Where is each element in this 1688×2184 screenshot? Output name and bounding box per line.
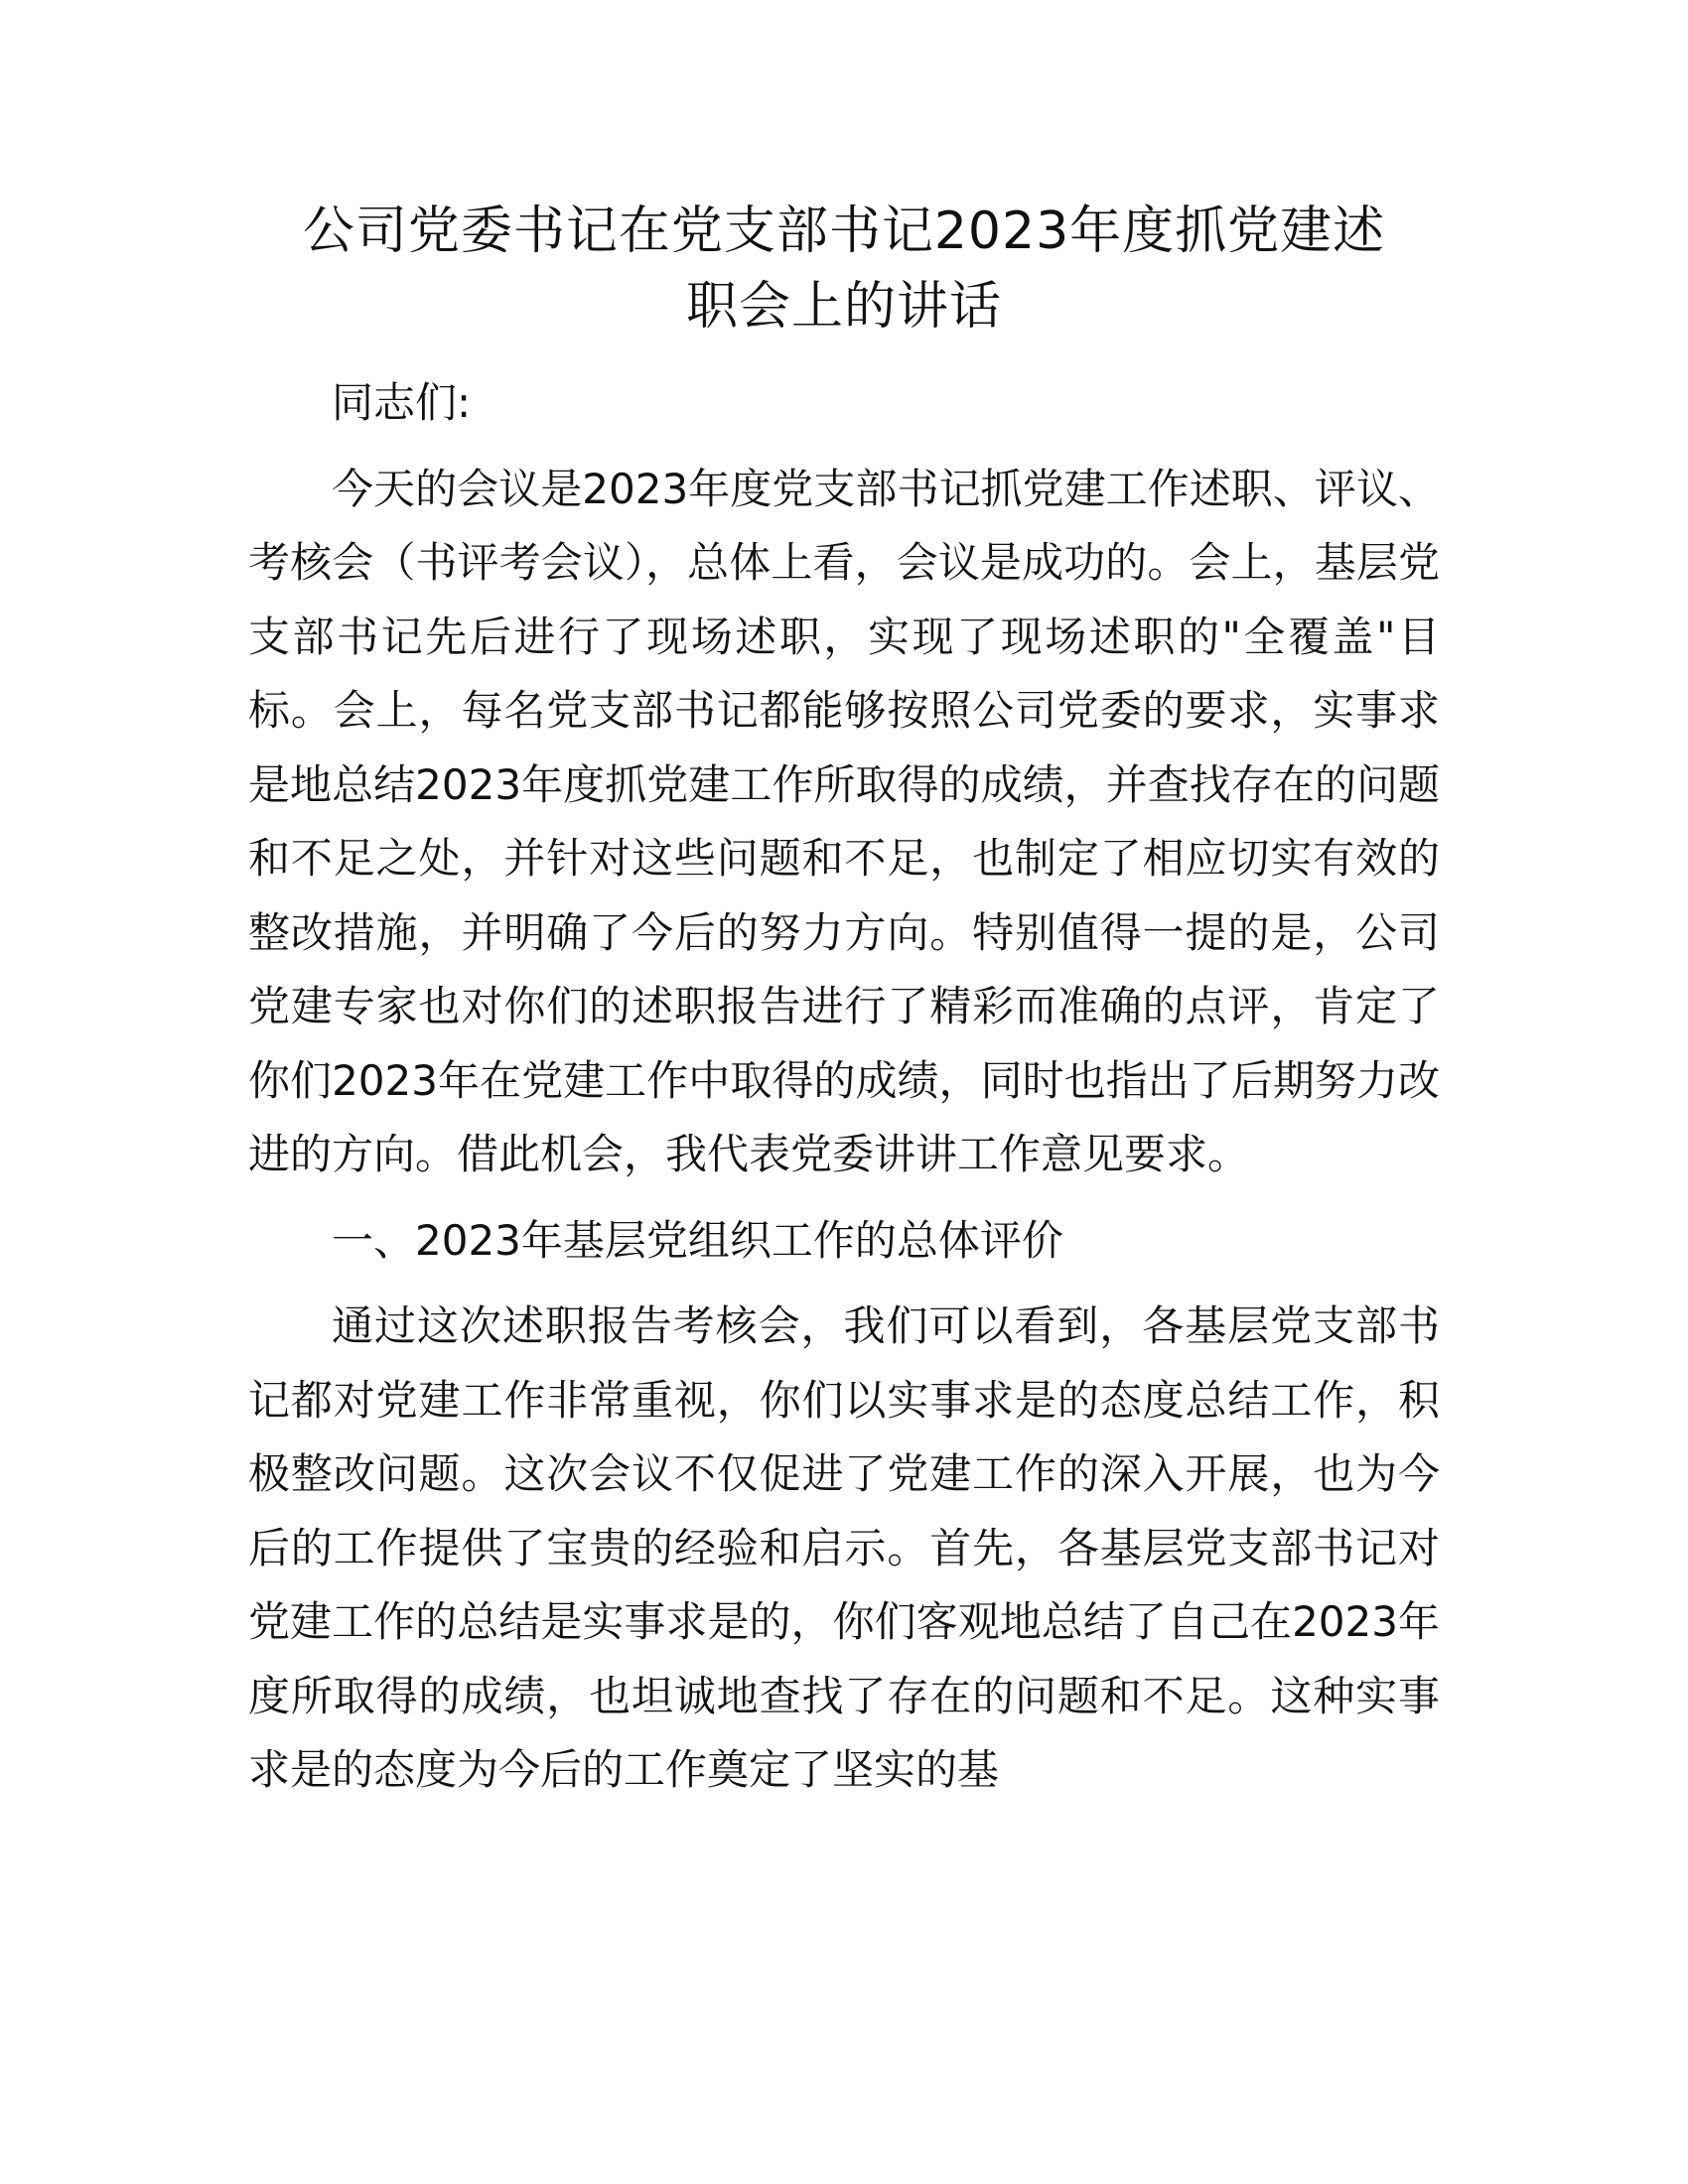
body-paragraph: 通过这次述职报告考核会，我们可以看到，各基层党支部书记都对党建工作非常重视，你们以实事求是的态度总结工作，积极整改问题。这次会议不仅促进了党建工作的深入开展，也为今后的工作提供了宝贵的经验和启示。首先，各基层党支部书记对党建工作的总结是实事求是的，你们客观地总结了自己在2023年度所取得的成绩，也坦诚地查找了存在的问题和不足。这种实事求是的态度为今后的工作奠定了坚实的基 bbox=[248, 1301, 1440, 1794]
title-line-1: 公司党委书记在党支部书记2023年度抓党建述 bbox=[302, 202, 1386, 261]
document-title bbox=[248, 194, 1440, 344]
document-page bbox=[248, 194, 1440, 1808]
section-heading: 一、2023年基层党组织工作的总体评价 bbox=[332, 1215, 1063, 1265]
salutation: 同志们: bbox=[332, 378, 472, 427]
title-line-2: 职会上的讲话 bbox=[685, 277, 1002, 337]
body-paragraph: 今天的会议是2023年度党支部书记抓党建工作述职、评议、考核会（书评考会议），总体上看，会议是成功的。会上，基层党支部书记先后进行了现场述职，实现了现场述职的"全覆盖"目标。会上，每名党支部书记都能够按照公司党委的要求，实事求是地总结2023年度抓党建工作所取得的成绩，并查找存在的问题和不足之处，并针对这些问题和不足，也制定了相应切实有效的整改措施，并明确了今后的努力方向。特别值得一提的是，公司党建专家也对你们的述职报告进行了精彩而准确的点评，肯定了你们2023年在党建工作中取得的成绩，同时也指出了后期努力改进的方向。借此机会，我代表党委讲讲工作意见要求。 bbox=[248, 464, 1440, 1178]
